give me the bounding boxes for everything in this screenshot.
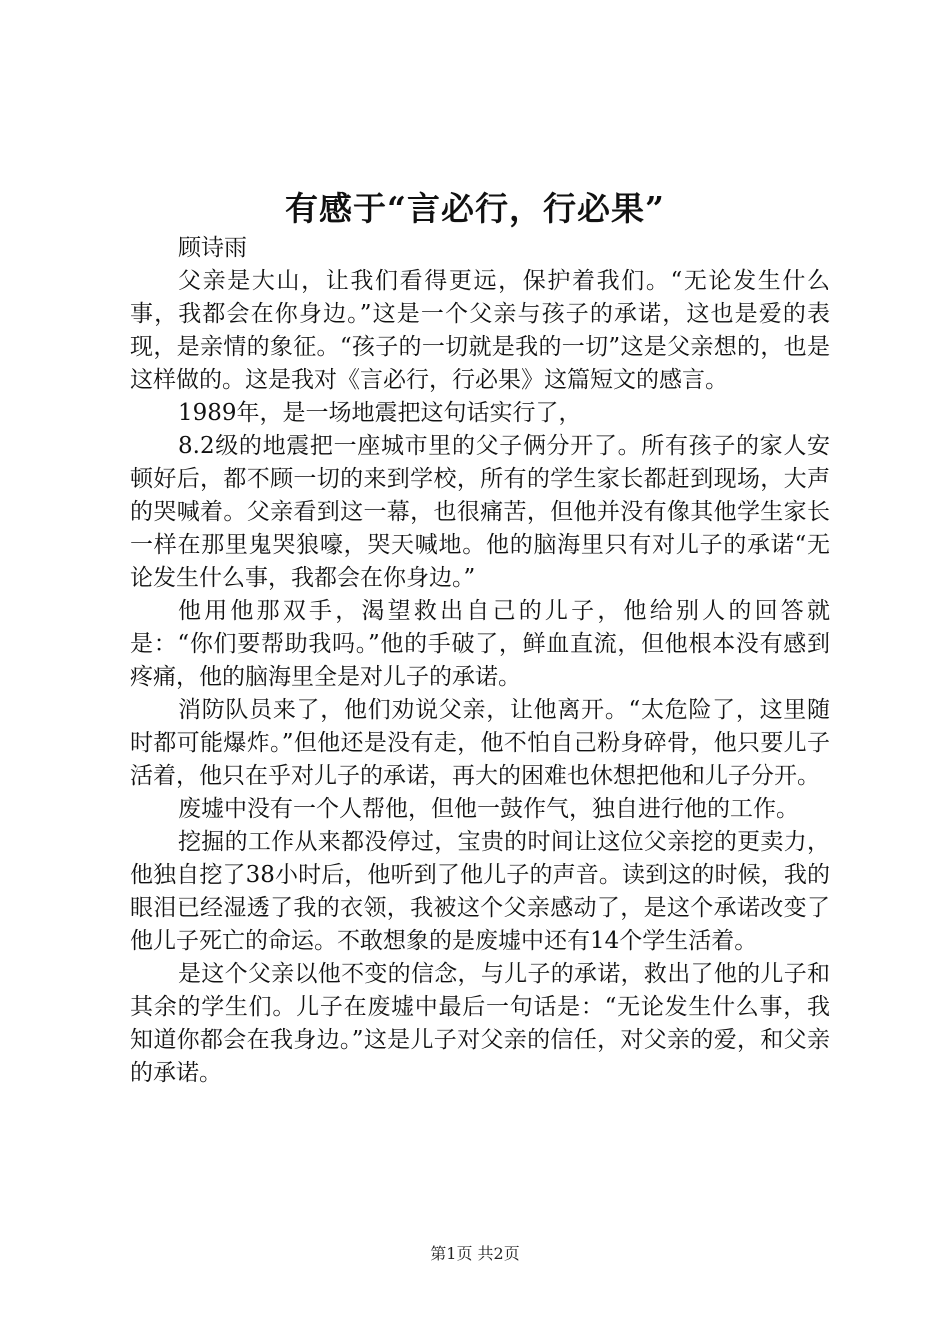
paragraph-4: 他用他那双手，渴望救出自己的儿子，他给别人的回答就是：“你们要帮助我吗。”他的手破了，鲜血直流，但他根本没有感到疼痛，他的脑海里全是对儿子的承诺。: [130, 598, 830, 690]
paragraph-7: 挖掘的工作从来都没停过，宝贵的时间让这位父亲挖的更卖力，他独自挖了38小时后，他听到了他儿子的声音。读到这的时候，我的眼泪已经湿透了我的衣领，我被这个父亲感动了，是这个承诺改变了他儿子死亡的命运。不敢想象的是废墟中还有14个学生活着。: [130, 829, 830, 954]
paragraph-2: 1989年，是一场地震把这句话实行了，: [178, 400, 582, 426]
paragraph-5: 消防队员来了，他们劝说父亲，让他离开。“太危险了，这里随时都可能爆炸。”但他还是没有走，他不怕自己粉身碎骨，他只要儿子活着，他只在乎对儿子的承诺，再大的困难也休想把他和儿子分开。: [130, 697, 830, 789]
paragraph-3: 8.2级的地震把一座城市里的父子俩分开了。所有孩子的家人安顿好后，都不顾一切的来到学校，所有的学生家长都赶到现场，大声的哭喊着。父亲看到这一幕，也很痛苦，但他并没有像其他学生家长一样在那里鬼哭狼嚎，哭天喊地。他的脑海里只有对儿子的承诺“无论发生什么事，我都会在你身边。”: [130, 433, 830, 591]
author-name: 顾诗雨: [178, 235, 247, 261]
document-body: [130, 232, 830, 1090]
paragraph-1: 父亲是大山，让我们看得更远，保护着我们。“无论发生什么事，我都会在你身边。”这是一个父亲与孩子的承诺，这也是爱的表现，是亲情的象征。“孩子的一切就是我的一切”这是父亲想的，也是这样做的。这是我对《言必行，行必果》这篇短文的感言。: [130, 268, 830, 393]
paragraph-8: 是这个父亲以他不变的信念，与儿子的承诺，救出了他的儿子和其余的学生们。儿子在废墟中最后一句话是：“无论发生什么事，我知道你都会在我身边。”这是儿子对父亲的信任，对父亲的爱，和父亲的承诺。: [130, 961, 830, 1086]
paragraph-6: 废墟中没有一个人帮他，但他一鼓作气，独自进行他的工作。: [178, 796, 799, 822]
page-number-footer: 第1页 共2页: [430, 1244, 520, 1263]
document-title: 有感于“言必行，行必果”: [285, 189, 665, 228]
